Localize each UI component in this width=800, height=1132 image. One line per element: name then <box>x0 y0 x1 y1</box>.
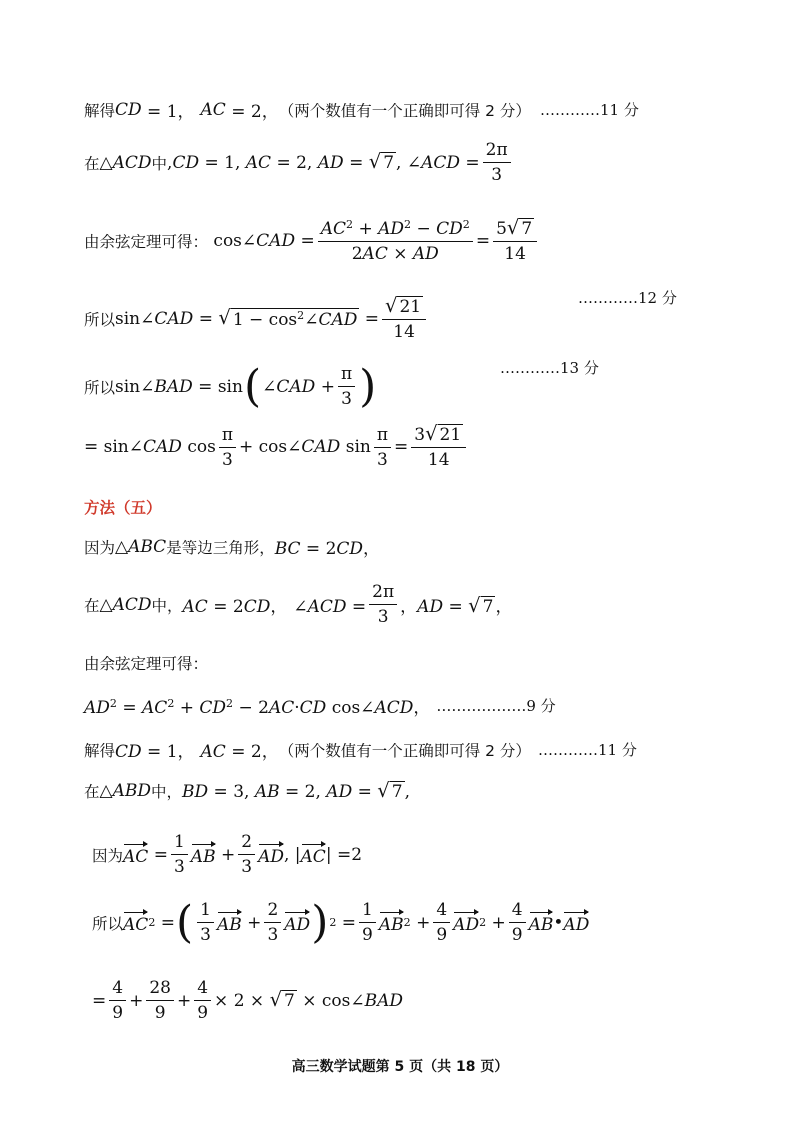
text-cosine-law-2: 由余弦定理可得： <box>84 655 209 673</box>
fraction-3sqrt21-14: 3 √ 21 14 <box>411 424 466 470</box>
fraction-2pi-3: $\frac{2\pi}{3}$ <box>483 140 511 185</box>
vector-decomposition-line: 因为 AC = $\frac{1}{3}$ AB + $\frac{2}{3}$ AD , | AC | =2 <box>92 832 363 877</box>
scoring-note: （两个数值有一个正确即可得 2 分） <box>278 101 531 120</box>
solution-line-1: 解得 CD = 1， AC = 2， （两个数值有一个正确即可得 2 分） <box>84 99 531 122</box>
score-9: ………………9 分 <box>436 697 556 715</box>
fraction-pi-3: $\frac{\pi}{3}$ <box>338 364 355 409</box>
method-title <box>84 496 162 518</box>
fraction-pi-3-b: $\frac{\pi}{3}$ <box>374 425 391 470</box>
text-zhong-3: 中， <box>151 783 183 801</box>
text-jiede: 解得 <box>84 101 116 120</box>
page-footer: 高三数学试题第 5 页（共 18 页） <box>291 1059 509 1075</box>
triangle-abd-line: 在 △ABD 中， BD = 3, AB = 2, AD = √ 7 , <box>84 778 410 802</box>
scoring-note-2: （两个数值有一个正确即可得 2 分） <box>278 741 531 760</box>
text-suoyi-3: 所以 <box>92 914 124 933</box>
text-cosine-law: 由余弦定理可得： <box>84 233 209 252</box>
text-suoyi: 所以 <box>84 311 116 329</box>
score-11-first: …………11 分 <box>540 101 639 119</box>
text-zai: 在 <box>84 154 100 173</box>
text-equilateral: 是等边三角形， <box>166 538 275 557</box>
triangle-acd-line: 在 △ACD 中， AC = 2CD， ∠ACD = $\frac{2\pi}{3}$ ，AD = √ 7 ， <box>84 582 513 627</box>
equilateral-line: 因为 △ABC 是等边三角形， BC = 2CD， <box>84 536 381 559</box>
label-cd: CD <box>115 99 142 120</box>
sine-expansion-line: = sin∠CAD cos $\frac{\pi}{3}$ + cos∠CAD sin $\frac{\pi}{3}$ = 3 √ 21 14 <box>84 424 469 470</box>
fraction-cosine-formula: $\frac{AC^2 + AD^2 - CD^2}{2AC \times AD}$ <box>318 218 473 264</box>
solution-line-11: 解得 CD = 1， AC = 2， （两个数值有一个正确即可得 2 分） <box>84 737 531 762</box>
score-13: …………13 分 <box>500 359 599 377</box>
triangle-acd-2: △ACD <box>99 594 152 615</box>
text-zai-3: 在 <box>84 783 100 801</box>
text-jiede-2: 解得 <box>84 741 116 760</box>
sine-bad-line: 所以 sin∠BAD = sin ( ∠CAD + $\frac{\pi}{3}$ ) <box>84 360 377 412</box>
label-ac: AC <box>200 99 226 120</box>
triangle-abc: △ABC <box>115 536 167 557</box>
text-suoyi-2: 所以 <box>84 378 116 397</box>
triangle-acd: △ACD <box>99 152 152 173</box>
text-yinwei: 因为 <box>84 538 116 557</box>
fraction-2-3: $\frac{2}{3}$ <box>238 832 255 877</box>
method-five-heading: 方法（五） <box>84 499 162 517</box>
fraction-5sqrt7-14: 5 √ 7 14 <box>493 218 537 264</box>
solution-line-2: 在 △ACD 中 , CD = 1, AC = 2, AD = √ 7 , ∠ ACD = $\frac{2\pi}{3}$ <box>84 140 514 185</box>
fraction-2pi-3-b: $\frac{2\pi}{3}$ <box>369 582 397 627</box>
ad-squared-line: $AD^2 = AC^2 + CD^2 - 2AC\cdot CD$ cos∠ACD， ………………9 分 <box>84 696 556 718</box>
score-12: …………12 分 <box>578 289 677 307</box>
score-11-second: …………11 分 <box>538 741 637 759</box>
cosine-law-line-2 <box>84 652 208 674</box>
final-expansion-line: = $\frac{4}{9}$ + $\frac{28}{9}$ + $\frac{4}{9}$ × 2 × √ 7 × cos∠BAD <box>92 978 404 1023</box>
text-yinwei-2: 因为 <box>92 846 124 865</box>
fraction-pi-3-a: $\frac{\pi}{3}$ <box>219 425 236 470</box>
fraction-sqrt21-14: √ 21 14 <box>382 296 426 342</box>
vector-square-line: 所以 AC 2 = ( $\frac{1}{3}$ AB + $\frac{2}{3}$ AD ) 2 = $\frac{1}{9}$ AB 2 + $\frac{4}{9}$ AD 2 + $\frac{4}{9}$ AB • AD <box>92 896 590 948</box>
text-zhong-2: 中， <box>151 596 183 615</box>
cosine-law-line: 由余弦定理可得： cos∠CAD = $\frac{AC^2 + AD^2 - CD^2}{2AC \times AD}$ = 5 √ 7 14 <box>84 218 540 264</box>
triangle-abd: △ABD <box>99 781 151 801</box>
sine-cad-line: 所以 sin∠CAD = √ $1 - \cos^2\angle CAD$ = √ 21 14 <box>84 296 429 342</box>
text-zai-2: 在 <box>84 596 100 615</box>
fraction-1-3: $\frac{1}{3}$ <box>171 832 188 877</box>
text-zhong: 中 <box>151 154 168 173</box>
